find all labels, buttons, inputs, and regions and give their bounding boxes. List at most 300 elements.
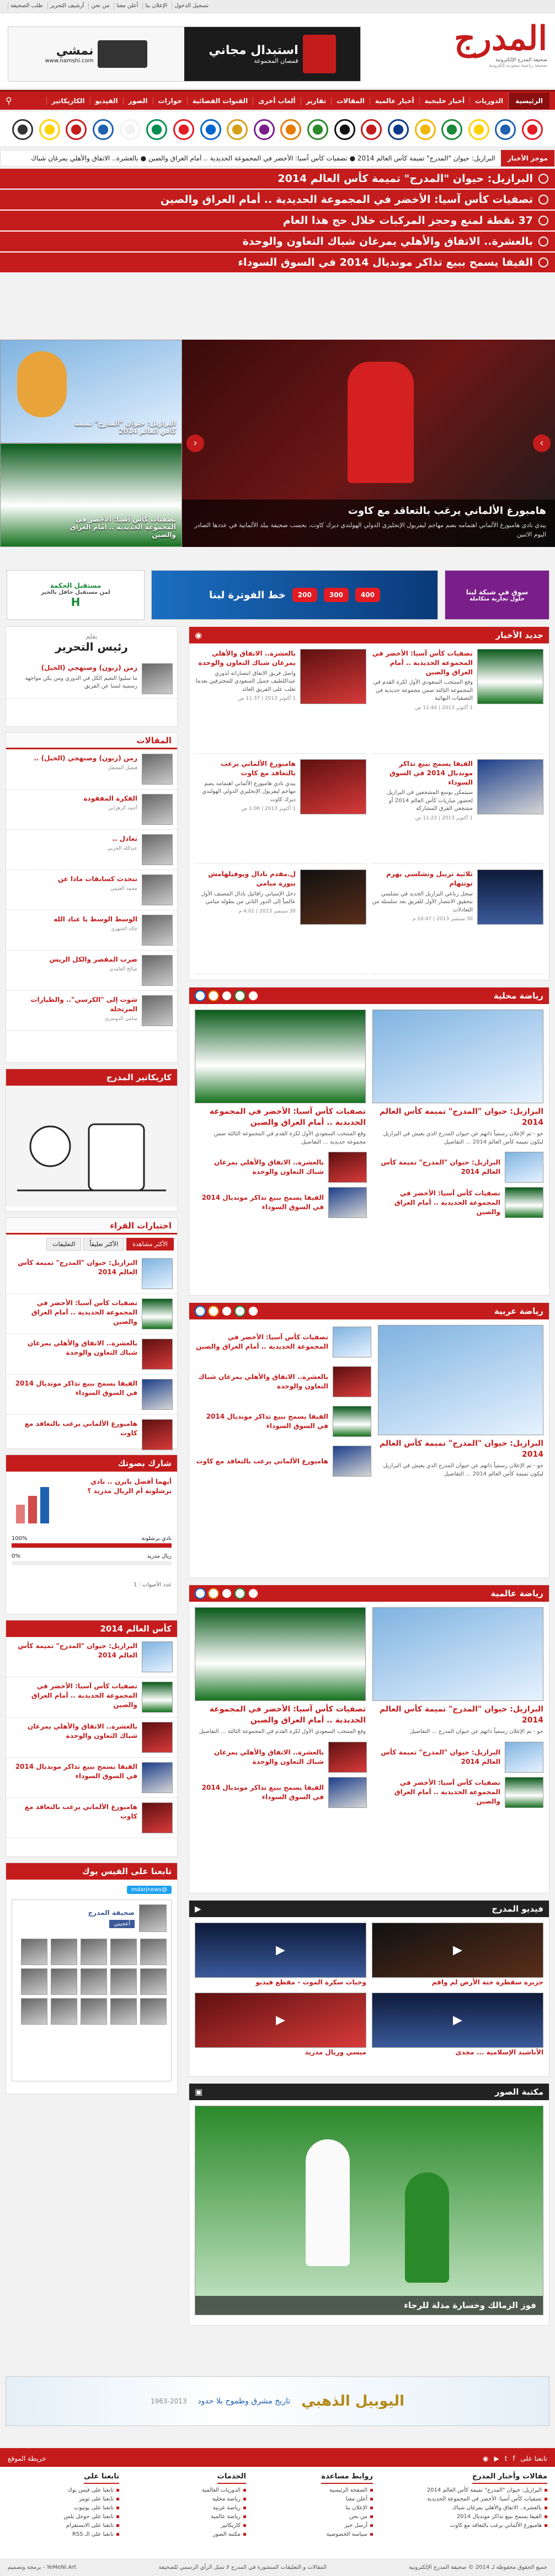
- news-title: ل.مقدم نادال ويوفيلهامش بيورة ميامي: [208, 870, 296, 887]
- next-arrow-icon[interactable]: ›: [533, 434, 551, 452]
- section-header: [189, 627, 549, 643]
- club-logo-icon[interactable]: [208, 1306, 219, 1317]
- reader-thumb: [142, 1419, 173, 1450]
- headline-item[interactable]: [0, 253, 555, 273]
- club-logo-icon[interactable]: [334, 119, 355, 140]
- club-logo-icon[interactable]: [12, 119, 33, 140]
- latest-grid: [189, 643, 549, 980]
- video-card[interactable]: [372, 1993, 543, 2057]
- reader-thumb: [142, 1379, 173, 1410]
- arab-lead[interactable]: [378, 1325, 543, 1478]
- second-excerpt: وقع المنتخب السعودي الأول لكرة القدم في المجموعة الثالثة ... التفاصيل: [199, 1729, 366, 1735]
- footer-column: [63, 2472, 119, 2540]
- ad-sub: لمن مستقبل حافل بالخير: [41, 589, 110, 595]
- bullet-icon: [116, 2498, 119, 2500]
- article-title: الوسط الوسط يا عباد الله: [54, 915, 137, 923]
- news-excerpt: سجل رباعي البرازيل الجديد في تشلسي بتحقيق الانتصار الأول للفريق بعد سلسلة من التعادلات: [372, 890, 473, 913]
- worldcup-row[interactable]: [6, 1718, 177, 1758]
- rss-icon[interactable]: ◉: [195, 630, 202, 640]
- lead-excerpt: جو - تم الإعلان رسمياً ذاتهم عن حيوان المدرج الذي يعيش في البرازيل ليكون تميمة كأس العالم 2014 ... التفاصيل: [383, 1463, 543, 1477]
- fb-face-avatar[interactable]: [81, 1998, 107, 2025]
- section-club-logos: [195, 1588, 259, 1599]
- list-item[interactable]: [371, 1152, 543, 1183]
- sitemap-link[interactable]: خريطة الموقع: [8, 2455, 46, 2462]
- header-ad-banner[interactable]: [8, 26, 361, 82]
- footer-link[interactable]: [63, 2531, 119, 2537]
- club-logo-icon[interactable]: [146, 119, 167, 140]
- nav-item[interactable]: الصور: [123, 97, 153, 105]
- list-thumb: [505, 1187, 543, 1218]
- headline-text: 37 نقطة لمنع وحجز المركبات خلال حج هذا العام: [282, 214, 533, 227]
- footer-link[interactable]: [63, 2505, 119, 2511]
- poll-option[interactable]: [12, 1553, 172, 1559]
- list-item[interactable]: [371, 1187, 543, 1218]
- ad-title: خط الفوترة لبنا: [209, 589, 286, 601]
- ticker-text[interactable]: البرازيل: حيوان "المدرج" تميمة كأس العالم 2014 ● تصفيات كأس آسيا: الأخضر في المجموعة الحديدية .. أمام العراق والصين ● بالعشرة.. الاتفاق والأهلي يمرغان شباك: [31, 154, 495, 162]
- footer-link[interactable]: [321, 2496, 373, 2502]
- club-logo-icon[interactable]: [208, 1588, 219, 1599]
- list-item[interactable]: [195, 1187, 367, 1218]
- author-avatar: [142, 794, 173, 825]
- player-figure: [348, 362, 414, 483]
- section-header: [189, 1585, 549, 1602]
- nav-item[interactable]: أخبار عالمية: [370, 97, 419, 105]
- club-logo-icon[interactable]: [234, 1306, 246, 1317]
- footer-link[interactable]: [427, 2487, 547, 2493]
- local-sports: [189, 987, 549, 1296]
- club-logo-icon[interactable]: [248, 1588, 259, 1599]
- club-logo-icon[interactable]: [227, 119, 248, 140]
- design-credit[interactable]: YeMeNi.Art - برمجة وتصميم: [8, 2564, 77, 2570]
- club-logo-icon[interactable]: [280, 119, 301, 140]
- chief-article[interactable]: [6, 659, 177, 699]
- nav-item[interactable]: الكاريكاتير: [46, 97, 90, 105]
- lead-image: [372, 1010, 543, 1103]
- worldcup-title: تصفيات كأس آسيا: الأخضر في المجموعة الحديدية .. أمام العراق والصين: [31, 1682, 137, 1709]
- club-logo-icon[interactable]: [441, 119, 462, 140]
- news-card[interactable]: [195, 870, 366, 974]
- footer-column: [202, 2472, 246, 2540]
- list-item[interactable]: [371, 1742, 543, 1773]
- cartoon-image[interactable]: [6, 1086, 177, 1207]
- section-title: اختيارات القراء: [110, 1220, 172, 1231]
- footer-bar: [0, 2450, 555, 2467]
- fb-face-avatar[interactable]: [21, 1998, 47, 2025]
- breaking-headlines: [0, 169, 555, 273]
- article-row[interactable]: [6, 910, 177, 951]
- fb-face-avatar[interactable]: [110, 1968, 137, 1995]
- arab-list: [195, 1325, 371, 1478]
- fb-face-avatar[interactable]: [140, 1998, 167, 2025]
- list-thumb: [505, 1742, 543, 1773]
- news-body: [372, 870, 473, 970]
- footer-link[interactable]: [63, 2487, 119, 2493]
- world-second[interactable]: [195, 1607, 366, 1736]
- club-logo-icon[interactable]: [200, 119, 221, 140]
- club-logo-icon[interactable]: [221, 990, 232, 1001]
- footer-link-text: تابعنا على جوجل بلس: [63, 2514, 114, 2520]
- fb-face-avatar[interactable]: [81, 1968, 107, 1995]
- footer-link-text: الصفحة الرئيسية: [329, 2487, 367, 2493]
- tab-most-commented[interactable]: الأكثر تعليقاً: [83, 1238, 124, 1251]
- video-card[interactable]: [195, 1993, 366, 2057]
- fb-face-avatar[interactable]: [21, 1939, 47, 1965]
- fb-face-avatar[interactable]: [140, 1939, 167, 1965]
- slide-thumb[interactable]: [0, 443, 182, 547]
- footer-link[interactable]: [63, 2514, 119, 2520]
- footer-bottom: [0, 2558, 555, 2576]
- rss-icon[interactable]: ◉: [482, 2455, 489, 2462]
- video-card[interactable]: [195, 1923, 366, 1987]
- prev-arrow-icon[interactable]: ‹: [186, 434, 204, 452]
- fb-face-avatar[interactable]: [110, 1998, 137, 2025]
- fb-page-name[interactable]: صحيفة المدرج: [88, 1909, 135, 1917]
- fb-face-avatar[interactable]: [140, 1968, 167, 1995]
- ad-lebara-rates[interactable]: [151, 570, 438, 620]
- footer-link[interactable]: [321, 2487, 373, 2493]
- footer-link[interactable]: [202, 2487, 246, 2493]
- bullet-icon: [370, 2524, 373, 2527]
- slide-thumb[interactable]: [0, 340, 182, 443]
- poll-option-label: ريال مدريد: [147, 1553, 172, 1559]
- poll-option[interactable]: [12, 1536, 172, 1542]
- headline-item[interactable]: [0, 211, 555, 232]
- fb-likebox: [12, 1899, 172, 2081]
- news-excerpt: دخل الإسباني رافائيل نادال المصنف الأول عالمياً إلى الدور الثاني من بطولة ميامي: [201, 890, 296, 905]
- news-card[interactable]: [195, 649, 366, 754]
- top-link[interactable]: طلب الصحيفة: [8, 2, 45, 9]
- poll-question-text: أيهما أفضل بايرن .. نادي برشلونة أم الريال مدريد ؟: [87, 1478, 172, 1495]
- ad-text: قمصان المجموعة: [254, 57, 298, 65]
- world-lead[interactable]: [372, 1607, 543, 1736]
- article-title: الفكرة المفقودة: [83, 795, 137, 802]
- list-item[interactable]: [195, 1325, 371, 1359]
- article-row[interactable]: [6, 870, 177, 910]
- footer-link-text: هامبورغ الألماني يرغب بالتعاقد مع كاوت: [450, 2523, 542, 2529]
- article-row[interactable]: [6, 790, 177, 830]
- banner-years: 1963-2013: [150, 2397, 187, 2405]
- article-body: [83, 794, 137, 825]
- microphone-icon: [538, 174, 548, 184]
- club-logo-icon[interactable]: [415, 119, 436, 140]
- bullet-icon: [243, 2489, 246, 2492]
- worldcup-row[interactable]: [6, 1798, 177, 1838]
- list-item[interactable]: [195, 1742, 367, 1773]
- article-title: شوت إلى "الكرسي".. والطيارات المرتجلة: [30, 996, 137, 1013]
- latest-news: [189, 626, 549, 980]
- footer-link[interactable]: [202, 2531, 246, 2537]
- footer-link[interactable]: [321, 2523, 373, 2529]
- ad-lebara[interactable]: [445, 570, 549, 620]
- nav-item[interactable]: المقالات: [331, 97, 370, 105]
- section-title: مكتبة الصور: [494, 2087, 543, 2097]
- headline-item[interactable]: [0, 232, 555, 253]
- footer-column-title: مقالات وأخبار المدرج: [472, 2472, 547, 2484]
- site-logo[interactable]: [437, 19, 547, 83]
- fb-like-button[interactable]: أعجبني: [109, 1920, 135, 1928]
- list-title: بالعشرة.. الاتفاق والأهلي يمرغان شباك التعاون والوحدة: [214, 1158, 324, 1176]
- news-excerpt: واصل فريق الاتفاق انتصاراته لدوري عبداللطيف جميل السعودي للمحترفين بعدما تغلب على الفريق العائد: [195, 670, 296, 693]
- arab-sports: [189, 1302, 549, 1578]
- list-item[interactable]: [195, 1404, 371, 1439]
- section-title: رياضة عالمية: [490, 1588, 543, 1598]
- footer-link[interactable]: [321, 2514, 373, 2520]
- ad-future[interactable]: [7, 570, 145, 620]
- club-logo-icon[interactable]: [361, 119, 382, 140]
- lead-excerpt: جو - تم الإعلان رسمياً ذاتهم عن حيوان المدرج الذي يعيش في البرازيل ليكون تميمة كأس العالم 2014 ... التفاصيل: [383, 1131, 543, 1145]
- bullet-icon: [116, 2533, 119, 2536]
- club-logo-icon[interactable]: [173, 119, 194, 140]
- fb-face-avatar[interactable]: [51, 1939, 77, 1965]
- club-logo-icon[interactable]: [221, 1306, 232, 1317]
- club-logo-icon[interactable]: [495, 119, 516, 140]
- news-title: تصفيات كأس آسيا: الأخضر في المجموعة الحديدية .. أمام العراق والصين: [372, 650, 473, 676]
- article-row[interactable]: [6, 830, 177, 870]
- footer-column-title: تابعنا على: [84, 2472, 119, 2484]
- nav-item[interactable]: الدوريات: [469, 97, 508, 105]
- club-logo-icon[interactable]: [66, 119, 87, 140]
- nav-home[interactable]: الرئيسية: [508, 93, 549, 109]
- nav-item[interactable]: تقارير: [301, 97, 332, 105]
- article-row[interactable]: [6, 991, 177, 1031]
- logo-tagline: صحيفة رياضية سعودية إلكترونية: [489, 63, 547, 68]
- fb-face-avatar[interactable]: [21, 1968, 47, 1995]
- featured-slider: [0, 340, 555, 547]
- footer-link[interactable]: [202, 2496, 246, 2502]
- ad-headline: استبدال مجاني: [209, 44, 298, 57]
- list-thumb: [333, 1406, 371, 1437]
- club-logo-icon[interactable]: [234, 1588, 246, 1599]
- club-logo-icon[interactable]: [388, 119, 409, 140]
- club-logo-icon[interactable]: [195, 1306, 206, 1317]
- video-box: [189, 1900, 549, 2076]
- footer-link-text: تابعنا على الـ RSS: [72, 2531, 114, 2537]
- article-author: محمد العتيبي: [110, 886, 137, 892]
- news-title: بالعشرة.. الاتفاق والأهلي يمرغان شباك التعاون والوحدة: [198, 650, 296, 667]
- tab-most-viewed[interactable]: الأكثر مشاهدة: [126, 1238, 174, 1251]
- facebook-box: [6, 1863, 178, 2094]
- article-body: [58, 874, 137, 905]
- tab-comments[interactable]: التعليقات: [46, 1238, 81, 1251]
- poll-question: [67, 1477, 172, 1527]
- youtube-icon[interactable]: ▶: [494, 2455, 499, 2462]
- reader-row[interactable]: [6, 1334, 177, 1375]
- facebook-icon[interactable]: f: [513, 2455, 515, 2462]
- bullet-icon: [243, 2524, 246, 2527]
- footer-link[interactable]: [202, 2523, 246, 2529]
- footer-link[interactable]: [202, 2505, 246, 2511]
- author-avatar: [142, 955, 173, 986]
- nav-item[interactable]: ألعاب أخرى: [253, 97, 300, 105]
- reader-row[interactable]: [6, 1294, 177, 1334]
- section-header: [189, 988, 549, 1004]
- club-logo-icon[interactable]: [307, 119, 328, 140]
- top-link[interactable]: الإعلان بنا: [142, 2, 169, 9]
- worldcup-row[interactable]: [6, 1758, 177, 1798]
- reader-title: بالعشرة.. الاتفاق والأهلي يمرغان شباك التعاون والوحدة: [28, 1339, 137, 1356]
- footer-link-text: أعلن معنا: [345, 2496, 367, 2502]
- video-card[interactable]: [372, 1923, 543, 1987]
- club-logo-icon[interactable]: [522, 119, 543, 140]
- footer-link[interactable]: [63, 2523, 119, 2529]
- footer-link[interactable]: [321, 2505, 373, 2511]
- fb-face-avatar[interactable]: [51, 1998, 77, 2025]
- club-logo-icon[interactable]: [468, 119, 489, 140]
- club-logo-icon[interactable]: [248, 1306, 259, 1317]
- club-logo-icon[interactable]: [208, 990, 219, 1001]
- footer-link[interactable]: [321, 2531, 373, 2537]
- footer-column: [321, 2472, 373, 2540]
- footer-link-text: سياسة الخصوصية: [326, 2531, 367, 2537]
- list-title: الفيفا يسمح ببيع تذاكر مونديال 2014 في السوق السوداء: [201, 1194, 324, 1211]
- reader-row[interactable]: [6, 1254, 177, 1294]
- section-title: جديد الأخبار: [495, 630, 543, 640]
- worldcup-row[interactable]: [6, 1677, 177, 1718]
- top-link[interactable]: أرشيف التحرير: [47, 2, 87, 9]
- section-title: فيديو المدرج: [492, 1904, 543, 1914]
- news-card[interactable]: [372, 759, 543, 864]
- chief-editor: [6, 626, 178, 727]
- section-header: [6, 1455, 177, 1472]
- poll-bar-fill: [12, 1543, 172, 1548]
- poll-option-label: نادي برشلونة: [141, 1536, 172, 1542]
- section-header: [6, 733, 177, 749]
- twitter-icon[interactable]: t: [504, 2455, 508, 2462]
- disclaimer: المقالات و التعليقات المنشورة في المدرج لا تمثل الرأي الرسمي للصحيفة: [158, 2564, 327, 2570]
- cartoon-box: [6, 1069, 178, 1212]
- ad-title: سوق في شبكة لبنا: [466, 588, 529, 596]
- headline-item[interactable]: [0, 190, 555, 211]
- fb-face-avatar[interactable]: [51, 1968, 77, 1995]
- twitter-follow-button[interactable]: @mdarjnews: [127, 1886, 172, 1894]
- author-avatar: [142, 995, 173, 1026]
- nav-item[interactable]: حوارات: [153, 97, 187, 105]
- club-logo-icon[interactable]: [120, 119, 141, 140]
- list-item[interactable]: [371, 1777, 543, 1808]
- club-logo-icon[interactable]: [254, 119, 275, 140]
- top-link[interactable]: أعلن معنا: [114, 2, 140, 9]
- top-links: [8, 2, 211, 9]
- ad-sub: حلول تجارية متكاملة: [469, 595, 525, 602]
- news-title: هامبورغ الألماني يرغب بالتعاقد مع كاوت: [221, 760, 296, 777]
- news-meta: 1 أكتوبر 2013 | 1:06 ص: [241, 806, 296, 812]
- microphone-icon: [538, 237, 548, 246]
- footer-link[interactable]: [63, 2496, 119, 2502]
- footer-link[interactable]: [427, 2505, 547, 2511]
- bullet-icon: [116, 2524, 119, 2527]
- club-logo-icon[interactable]: [234, 990, 246, 1001]
- footer-link[interactable]: [427, 2514, 547, 2520]
- club-logo-icon[interactable]: [248, 990, 259, 1001]
- top-link[interactable]: من نحن: [88, 2, 111, 9]
- poll-box: [6, 1455, 178, 1614]
- club-logo-icon[interactable]: [221, 1588, 232, 1599]
- footer-link[interactable]: [202, 2514, 246, 2520]
- news-body: [372, 759, 473, 860]
- club-logo-icon[interactable]: [39, 119, 60, 140]
- slide-main[interactable]: [182, 340, 555, 547]
- nav-item[interactable]: القنوات الفضائية: [187, 97, 253, 105]
- club-logos-bar: [0, 112, 555, 147]
- reader-row[interactable]: [6, 1415, 177, 1455]
- fb-faces: [17, 1939, 167, 2025]
- photo-main[interactable]: [195, 2106, 543, 2315]
- local-list: [189, 1152, 549, 1218]
- section-title: المقالات: [136, 735, 172, 745]
- fb-face-avatar[interactable]: [81, 1939, 107, 1965]
- footer-link-text: تابعنا على فيس بوك: [67, 2487, 114, 2493]
- headline-item[interactable]: [0, 169, 555, 190]
- footer-link[interactable]: [427, 2523, 547, 2529]
- nav-item[interactable]: أخبار خليجية: [419, 97, 470, 105]
- top-link[interactable]: تسجيل الدخول: [172, 2, 211, 9]
- footer-link-text: أرسل خبر: [344, 2523, 367, 2529]
- headline-text: البرازيل: حيوان "المدرج" تميمة كأس العالم 2014: [278, 173, 533, 185]
- footer-link-text: رياضة عالمية: [211, 2514, 241, 2520]
- reader-row[interactable]: [6, 1375, 177, 1415]
- bullet-icon: [370, 2507, 373, 2509]
- article-row[interactable]: [6, 749, 177, 790]
- footer-link[interactable]: [427, 2496, 547, 2502]
- poll-results: [6, 1536, 177, 1588]
- news-excerpt: وقع المنتخب السعودي الأول لكرة القدم في المجموعة الثالثة ضمن مجموعة حديدية في التصفيات النهائية: [373, 679, 473, 702]
- author-avatar: [142, 915, 173, 946]
- footer-link-text: تصفيات كأس آسيا: الأخضر في المجموعة الحديدية: [427, 2496, 542, 2502]
- world-top: [189, 1602, 549, 1742]
- lead-excerpt: جو - تم الإعلان رسمياً ذاتهم عن حيوان المدرج ... التفاصيل: [409, 1729, 543, 1735]
- list-item[interactable]: [195, 1444, 371, 1478]
- news-title: ثلاثية تريبل وتشلسي يهزم توتنهام: [386, 870, 473, 887]
- footer-link-text: تابعنا على يوتيوب: [74, 2505, 114, 2511]
- news-card[interactable]: [195, 759, 366, 864]
- list-thumb: [333, 1366, 371, 1397]
- ad-title: مستقبل الحكمة: [50, 581, 102, 589]
- photo-library: [189, 2083, 549, 2326]
- club-logo-icon[interactable]: [195, 1588, 206, 1599]
- fb-face-avatar[interactable]: [110, 1939, 137, 1965]
- jersey-icon: [303, 35, 336, 73]
- list-item[interactable]: [195, 1152, 367, 1183]
- headline-text: بالعشرة.. الاتفاق والأهلي يمرغان شباك التعاون والوحدة: [242, 235, 533, 248]
- arab-body: [189, 1319, 549, 1484]
- slide-title: هامبورغ الألماني يرغب بالتعاقد مع كاوت: [348, 505, 546, 517]
- lead-title: البرازيل: حيوان "المدرج" تميمة كأس العالم 2014: [379, 1439, 543, 1459]
- list-item[interactable]: [195, 1365, 371, 1399]
- nav-item[interactable]: الفيديو: [90, 97, 123, 105]
- logo-text: المدرج: [454, 19, 547, 58]
- bullet-icon: [545, 2524, 547, 2527]
- news-card[interactable]: [372, 870, 543, 974]
- microphone-icon: [538, 216, 548, 226]
- club-logo-icon[interactable]: [93, 119, 114, 140]
- worldcup-row[interactable]: [6, 1637, 177, 1677]
- news-card[interactable]: [372, 649, 543, 754]
- list-item[interactable]: [195, 1777, 367, 1808]
- local-second[interactable]: [195, 1010, 366, 1146]
- worldcup-thumb: [142, 1641, 173, 1672]
- video-thumb: [195, 1993, 366, 2048]
- search-icon[interactable]: ⚲: [6, 95, 12, 106]
- world-list: [189, 1742, 549, 1808]
- banner-body[interactable]: [6, 2376, 549, 2426]
- news-meta: 1 أكتوبر 2013 | 11:44 ص: [415, 705, 473, 711]
- local-lead[interactable]: [372, 1010, 543, 1146]
- section-title: كأس العالم 2014: [100, 1624, 172, 1634]
- ticker-label: موجز الأخبار: [501, 150, 554, 167]
- article-row[interactable]: [6, 951, 177, 991]
- player-figure: [405, 2172, 449, 2283]
- club-logo-icon[interactable]: [195, 990, 206, 1001]
